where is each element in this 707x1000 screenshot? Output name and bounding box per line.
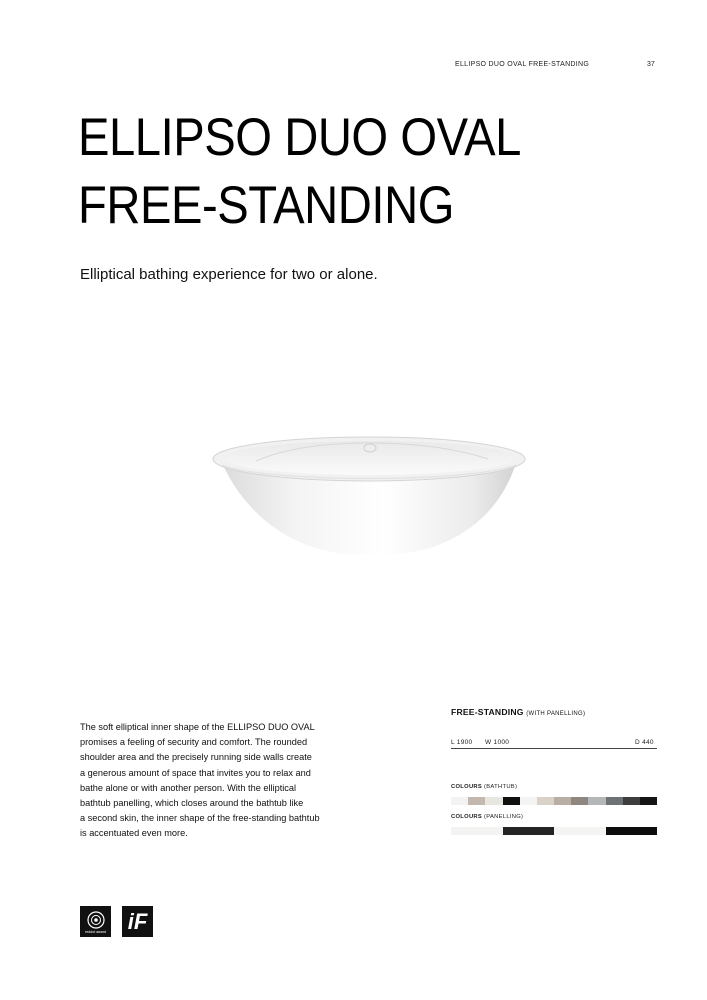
colour-swatch xyxy=(640,797,657,805)
panelling-colours-label-note: (PANELLING) xyxy=(484,814,524,820)
description-line: bathtub panelling, which closes around the bathtub like xyxy=(80,798,304,809)
colour-swatch xyxy=(606,827,658,835)
panelling-colours-label-main: COLOURS xyxy=(451,814,483,820)
colour-swatch xyxy=(588,797,605,805)
bathtub-colours-label-note: (BATHTUB) xyxy=(484,784,518,790)
colour-swatch xyxy=(554,827,606,835)
if-design-award-logo xyxy=(122,906,153,937)
description-line: a second skin, the inner shape of the free-standing bathtub xyxy=(80,813,320,824)
reddot-award-logo xyxy=(80,906,111,937)
page-subtitle: Elliptical bathing experience for two or alone. xyxy=(80,266,378,283)
product-description xyxy=(80,720,380,842)
spec-divider xyxy=(451,748,657,749)
spec-title xyxy=(451,707,585,717)
colour-swatch xyxy=(623,797,640,805)
colour-swatch xyxy=(537,797,554,805)
description-line: bathe alone or with another person. With the elliptical xyxy=(80,782,297,793)
colour-swatch xyxy=(468,797,485,805)
colour-swatch xyxy=(520,797,537,805)
title-line-1: ELLIPSO DUO OVAL xyxy=(78,108,521,167)
spec-title-note: (WITH PANELLING) xyxy=(526,711,586,717)
description-line: a generous amount of space that invites you to relax and xyxy=(80,767,311,778)
bathtub-colours-label-main: COLOURS xyxy=(451,784,483,790)
dimension-width: W 1000 xyxy=(485,739,510,746)
dimension-length: L 1900 xyxy=(451,739,473,746)
colour-swatch xyxy=(554,797,571,805)
colour-swatch xyxy=(571,797,588,805)
running-header: ELLIPSO DUO OVAL FREE-STANDING xyxy=(455,61,590,68)
description-line: shoulder area and the precisely running side walls create xyxy=(80,752,312,763)
page-title xyxy=(78,104,621,240)
reddot-award-text: reddot award xyxy=(85,929,106,934)
colour-swatch xyxy=(451,827,503,835)
colour-swatch xyxy=(606,797,623,805)
if-award-text: iF xyxy=(127,908,148,934)
bathtub-colours-label xyxy=(451,784,517,790)
dimension-depth: D 440 xyxy=(635,739,654,746)
reddot-emblem-icon xyxy=(86,910,106,930)
colour-swatch xyxy=(503,827,555,835)
title-line-2: FREE-STANDING xyxy=(78,176,454,235)
colour-swatch xyxy=(485,797,502,805)
bathtub-colour-swatches xyxy=(451,797,657,805)
panelling-colour-swatches xyxy=(451,827,657,835)
spec-title-main: FREE-STANDING xyxy=(451,707,524,717)
panelling-colours-label xyxy=(451,814,523,820)
description-line: The soft elliptical inner shape of the ELLIPSO DUO OVAL xyxy=(80,722,315,732)
description-line: is accentuated even more. xyxy=(80,828,188,839)
description-line: promises a feeling of security and comfort. The rounded xyxy=(80,737,308,748)
oval-bathtub-image xyxy=(208,425,530,561)
colour-swatch xyxy=(451,797,468,805)
colour-swatch xyxy=(503,797,520,805)
page-number: 37 xyxy=(647,61,655,68)
